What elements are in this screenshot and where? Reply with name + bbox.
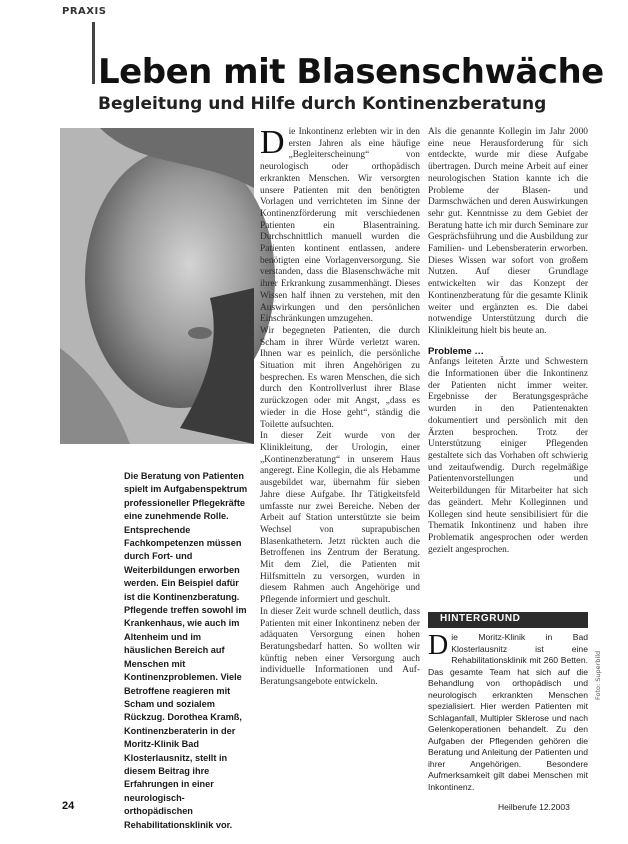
- article-column-1: [260, 124, 420, 789]
- header-rule: [92, 22, 95, 84]
- portrait-photo-image: [60, 128, 254, 444]
- paragraph: Wir begegneten Patienten, die durch Scham in ihrer Würde verletzt waren. Ihnen war es peinlich, die persönliche Situation mit ihren Angehörigen zu besprechen. Es waren Menschen, die sich durch den Kontrollverlust ihrer Blase zurückzogen oder mit Angst, „dass es wieder in die Hose geht“, ständig die Toilette aufsuchten.: [260, 325, 420, 430]
- paragraph: Als die genannte Kollegin im Jahr 2000 eine neue Herausforderung für sich entdeckte, wurde mir diese Aufgabe übertragen. Durch meine Arbeit auf einer neurologischen Station kannte ich die Probleme der Blasen- und Darmschwächen und deren Auswirkungen sehr gut. Kenntnisse zu dem Gebiet der Beratung hatte ich mir durch Seminare zur Gesprächsführung und die Ausbildung zur Familien- und Lebensberaterin erworben. Dieses Wissen war sofort von großem Nutzen. Auf dieser Grundlage entwickelten wir das Konzept der Kontinenzberatung für die gesamte Klinik weiter und ergänzten es. Die dabei notwendige Unterstützung durch die Klinikleitung hielt bis heute an.: [428, 127, 588, 336]
- section-subheading: Probleme …: [428, 345, 484, 357]
- drop-cap: D: [428, 630, 449, 661]
- article-photo: [60, 128, 254, 444]
- sidebar-body: ie Moritz-Klinik in Bad Klosterlausnitz ist eine Rehabilitationsklinik mit 260 Betten. Das gesamte Team hat sich auf die Behandlung von orthopädisch und neurologisch erkrankten Menschen spezialisiert. Hier werden Patienten mit Schlaganfall, Multipler Sklerose und nach Gelenkoperationen behandelt. Zu den Aufgaben der Pflegenden gehören die Beratung und Anleitung der Patienten und ihrer Angehörigen. Besondere Aufmerksamkeit gilt dabei Menschen mit Inkontinenz.: [428, 632, 588, 792]
- article-column-2: [428, 127, 588, 605]
- sidebar-text: [428, 630, 588, 792]
- paragraph: In dieser Zeit wurde von der Klinikleitung, der Urologin, einer „Kontinenzberatung“ in unserem Haus angeregt. Eine Kollegin, die als Hebamme ausgebildet war, übernahm für sieben Jahre diese Aufgabe. Ihr Tätigkeitsfeld umfasste nur zwei Bereiche. Neben der Arbeit auf Station unterstützte sie beim Wechsel von suprapubischen Blasenkathetern. Jetzt rückten auch die Betroffenen ins Zentrum der Beratung. Mit dem Ziel, die Patienten mit Hilfsmitteln zu versorgen, wurden in diesem Rahmen auch Angehörige und Pflegende informiert und geschult.: [260, 431, 420, 606]
- photo-credit: Foto: Superbild: [594, 650, 602, 700]
- sidebar-heading: HINTERGRUND: [440, 613, 521, 624]
- page-number: 24: [62, 800, 75, 812]
- article-subtitle: Begleitung und Hilfe durch Kontinenzberatung: [98, 94, 547, 114]
- issue-info: Heilberufe 12.2003: [498, 802, 570, 812]
- paragraph: Anfangs leiteten Ärzte und Schwestern die Informationen über die Inkontinenz der Patienten nicht immer weiter. Ergebnisse der Beratungsgespräche wurden in den Patientenakten dokumentiert und persönlich mit den Ärzten besprochen. Trotz der Unterstützung einiger Pflegenden gestaltete sich das Vorhaben oft schwierig und zeitaufwendig. Durch regelmäßige Patientenvorstellungen und Weiterbildungen für Mitarbeiter hat sich das geändert. Mehr Kolleginnen und Kollegen sind heute sensibilisiert für die Thematik Inkontinenz und haben ihre Problematik angesprochen oder werden gezielt angesprochen.: [428, 357, 588, 555]
- article-title: Leben mit Blasenschwäche: [98, 52, 604, 92]
- paragraph: ie Inkontinenz erlebten wir in den ersten Jahren als eine häufige „Begleiterscheinung“ von neurologisch oder orthopädisch erkrankten Menschen. Wir versorgten unsere Patienten mit den benötigten Vorlagen und verrichteten im Sinne der Kontinenzförderung mit verschiedenen Patienten ein Blasentraining. Durchschnittlich manuell wurden die Patienten kontinent entlassen, andere benötigten eine Vorlagenversorgung. Sie verstanden, dass die Blasenschwäche mit ihrer Erkrankung zusammenhängt. Dieses Wissen half ihnen zu verstehen, mit den Auswirkungen und den persönlichen Einschränkungen umzugehen.: [260, 127, 420, 325]
- section-label: PRAXIS: [62, 6, 107, 17]
- drop-cap: D: [260, 124, 285, 161]
- photo-caption: Die Beratung von Patienten spielt im Aufgabenspektrum professioneller Pflegekräfte eine zunehmende Rolle. Entsprechende Fachkompetenzen müssen durch Fort- und Weiterbildungen erworben werden. Ein Beispiel dafür ist die Kontinenzberatung. Pflegende treffen sowohl im Krankenhaus, wie auch im Altenheim und im häuslichen Bereich auf Menschen mit Kontinenzproblemen. Viele Betroffene reagieren mit Scham und sozialem Rückzug. Dorothea Kramß, Kontinenzberaterin in der Moritz-Klinik Bad Klosterlausnitz, stellt in diesem Beitrag ihre Erfahrungen in einer neurologisch-orthopädischen Rehabilitationsklinik vor.: [124, 471, 248, 830]
- paragraph: In dieser Zeit wurde schnell deutlich, dass Patienten mit einer Inkontinenz neben der adäquaten Versorgung einen hohen Beratungsbedarf hatten. So wollten wir künftig neben einer Versorgung auch individuelle Informationen und Auf-Beratungsangebote entwickeln.: [260, 606, 420, 688]
